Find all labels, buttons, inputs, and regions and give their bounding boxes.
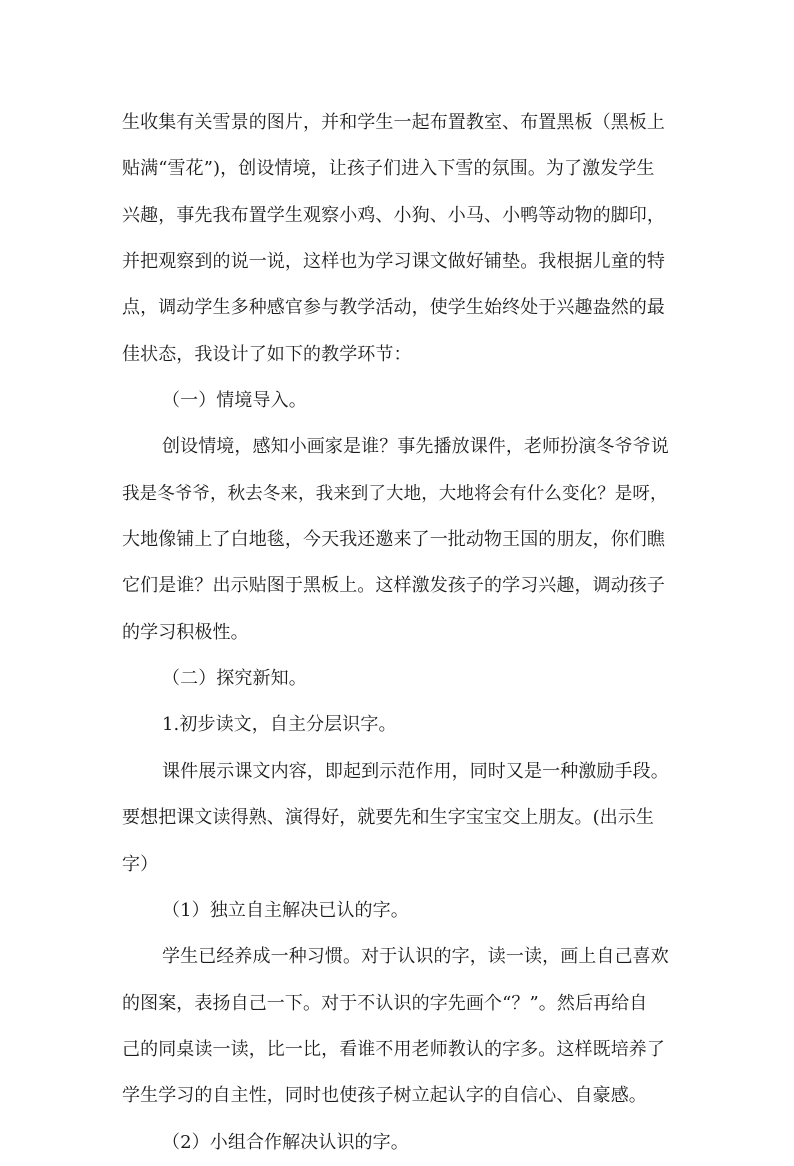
text-line: 兴趣，事先我布置学生观察小鸡、小狗、小马、小鸭等动物的脚印， [122, 204, 665, 226]
text-line: 它们是谁？出示贴图于黑板上。这样激发孩子的学习兴趣，调动孩子 [122, 575, 665, 597]
text-line: 的图案，表扬自己一下。对于不认识的字先画个“？”。然后再给自 [122, 992, 648, 1014]
text-line: 点，调动学生多种感官参与教学活动，使学生始终处于兴趣盎然的最 [122, 297, 665, 319]
text-line: 大地像铺上了白地毯，今天我还邀来了一批动物王国的朋友，你们瞧 [122, 529, 665, 551]
text-line: （1）独立自主解决已认的字。 [162, 899, 409, 921]
text-line: （一）情境导入。 [162, 390, 307, 412]
text-line: 己的同桌读一读，比一比，看谁不用老师教认的字多。这样既培养了 [122, 1038, 665, 1060]
text-line: 课件展示课文内容，即起到示范作用，同时又是一种激励手段。 [162, 760, 669, 782]
text-line: （2）小组合作解决认识的字。 [162, 1131, 409, 1153]
text-line: 并把观察到的说一说，这样也为学习课文做好铺垫。我根据儿童的特 [122, 251, 665, 273]
text-line: 创设情境，感知小画家是谁？事先播放课件，老师扮演冬爷爷说 [162, 436, 669, 458]
text-line: 我是冬爷爷，秋去冬来，我来到了大地，大地将会有什么变化？是呀， [122, 483, 668, 504]
text-line: 1.初步读文，自主分层识字。 [162, 714, 397, 736]
document-body [122, 100, 682, 1166]
text-line: 贴满“雪花”)，创设情境，让孩子们进入下雪的氛围。为了激发学生 [122, 158, 655, 180]
text-line: 学生学习的自主性，同时也使孩子树立起认字的自信心、自豪感。 [122, 1085, 647, 1107]
text-line: 要想把课文读得熟、演得好，就要先和生字宝宝交上朋友。(出示生 [122, 807, 655, 829]
text-line: 字） [122, 853, 159, 875]
text-line: 的学习积极性。 [122, 621, 249, 643]
text-line: （二）探究新知。 [162, 668, 307, 690]
text-line: 学生已经养成一种习惯。对于认识的字，读一读，画上自己喜欢 [162, 946, 669, 968]
text-line: 佳状态，我设计了如下的教学环节： [122, 343, 412, 365]
text-line: 生收集有关雪景的图片，并和学生一起布置教室、布置黑板（黑板上 [122, 112, 665, 133]
